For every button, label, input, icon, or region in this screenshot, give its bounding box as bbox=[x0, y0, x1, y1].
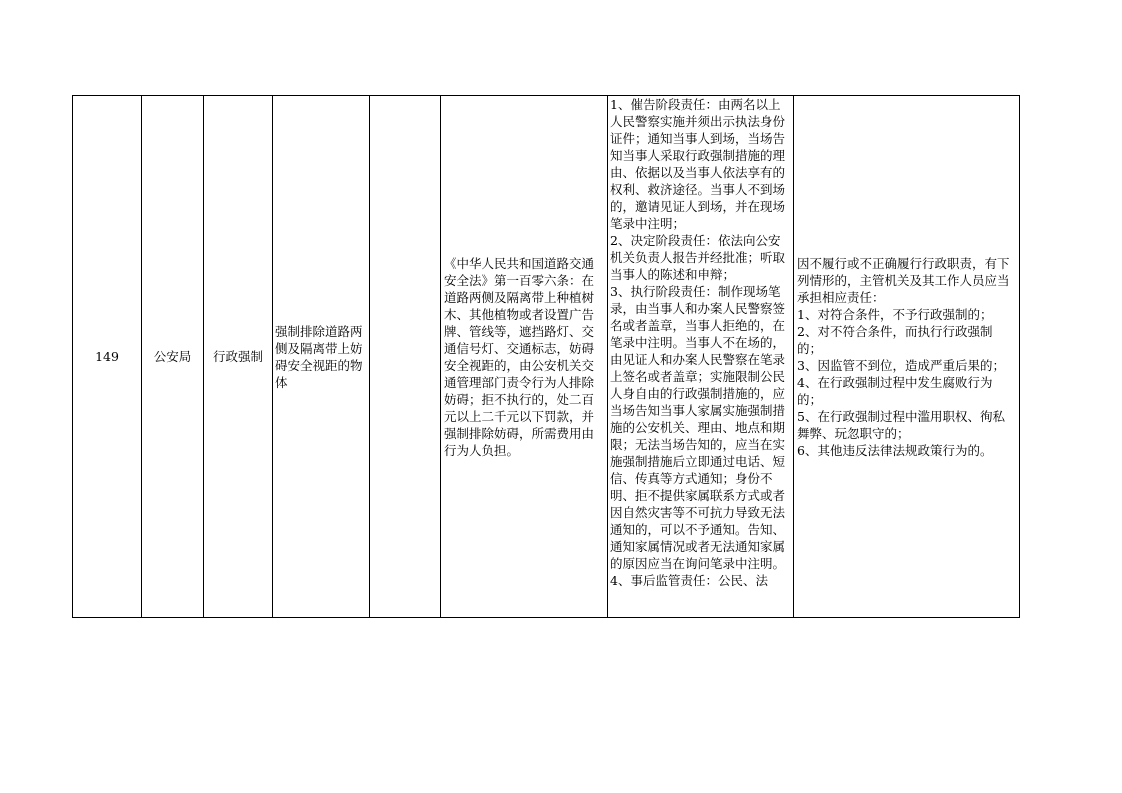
item-code-cell bbox=[370, 96, 441, 618]
category-cell bbox=[204, 96, 273, 618]
item-name: 强制排除道路两侧及隔离带上妨碍安全视距的物体 bbox=[275, 323, 363, 390]
department: 公安局 bbox=[153, 349, 192, 364]
table-row bbox=[73, 96, 1020, 618]
department-cell bbox=[142, 96, 204, 618]
row-number: 149 bbox=[95, 349, 119, 364]
item-name-cell bbox=[273, 96, 370, 618]
legal-basis-cell bbox=[441, 96, 608, 618]
responsibility-table bbox=[72, 95, 1020, 618]
liability-cell bbox=[794, 96, 1020, 618]
power-category: 行政强制 bbox=[212, 349, 263, 364]
responsibilities: 1、催告阶段责任：由两名以上人民警察实施并须出示执法身份证件；通知当事人到场，当场告知当事人采取行政强制措施的理由、依据以及当事人依法享有的权利、救济途径。当事人不到场的，邀请见证人到场，并在现场笔录中注明； 2、决定阶段责任：依法向公安机关负责人报告并经批准；听取当事人的陈述和申辩； 3、执行阶段责任：制作现场笔录，由当事人和办案人民警察签名或者盖章，当事人拒绝的，在笔录中注明。当事人不在场的，由见证人和办案人民警察在笔录上签名或者盖章；实施限制公民人身自由的行政强制措施的，应当场告知当事人家属实施强制措施的公安机关、理由、地点和期限；无法当场告知的，应当在实施强制措施后立即通过电话、短信、传真等方式通知；身份不明、拒不提供家属联系方式或者因自然灾害等不可抗力导致无法通知的，可以不予通知。告知、通知家属情况或者无法通知家属的原因应当在询问笔录中注明。 4、事后监管责任：公民、法 bbox=[610, 97, 786, 588]
responsibilities-cell bbox=[608, 96, 794, 618]
legal-basis: 《中华人民共和国道路交通安全法》第一百零六条：在道路两侧及隔离带上种植树木、其他植物或者设置广告牌、管线等，遮挡路灯、交通信号灯、交通标志，妨碍安全视距的，由公安机关交通管理部门责令行为人排除妨碍；拒不执行的，处二百元以上二千元以下罚款，并强制排除妨碍，所需费用由行为人负担。 bbox=[444, 255, 595, 458]
liability: 因不履行或不正确履行行政职责，有下列情形的，主管机关及其工作人员应当承担相应责任： 1、对符合条件，不予行政强制的； 2、对不符合条件，而执行行政强制的； 3、因监管不到位，造成严重后果的； 4、在行政强制过程中发生腐败行为的； 5、在行政强制过程中滥用职权、徇私舞弊、玩忽职守的； 6、其他违反法律法规政策行为的。 bbox=[797, 255, 1010, 458]
row-number-cell bbox=[73, 96, 142, 618]
